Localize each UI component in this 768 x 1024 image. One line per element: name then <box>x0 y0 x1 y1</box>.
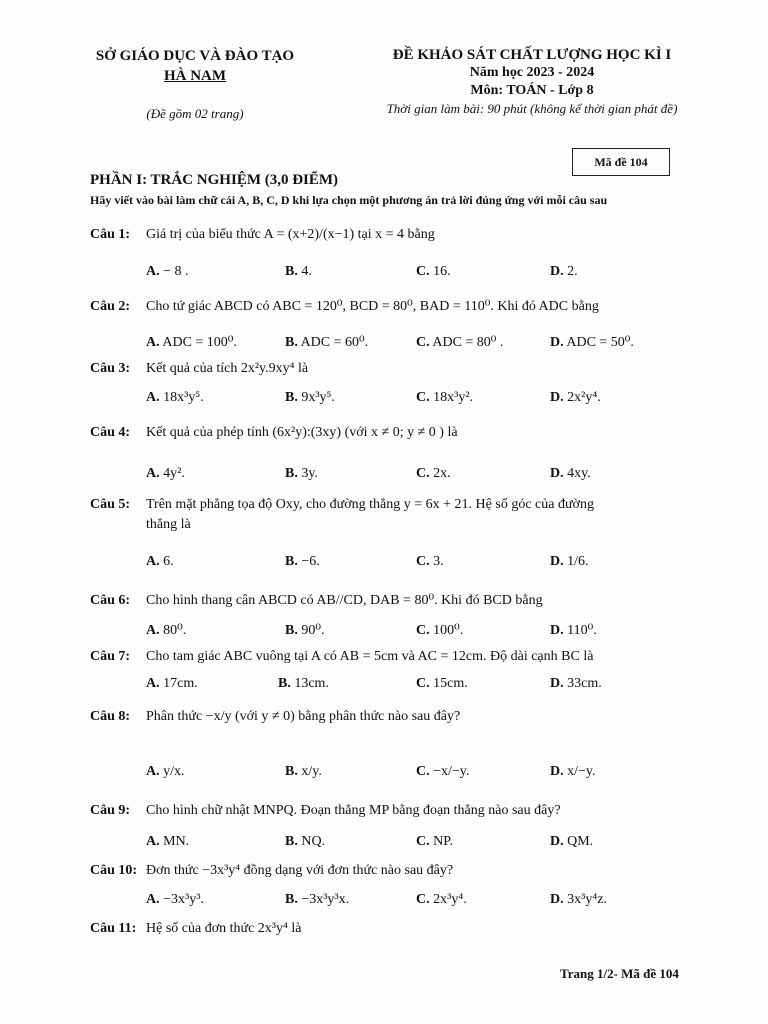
question-1 <box>90 226 435 244</box>
question-number: Câu 6: <box>90 593 131 608</box>
answer-10a: A. −3x³y³. <box>146 892 204 907</box>
answer-4c: C. 2x. <box>416 466 451 481</box>
exam-code-box: Mã đề 104 <box>572 148 670 176</box>
header-right <box>352 46 712 118</box>
question-number: Câu 4: <box>90 425 131 440</box>
school-year: Năm học 2023 - 2024 <box>469 65 595 80</box>
answer-9b: B. NQ. <box>285 834 326 849</box>
answer-3d: D. 2x²y⁴. <box>550 390 601 405</box>
question-6 <box>90 592 543 610</box>
answer-1a: A. − 8 . <box>146 264 189 279</box>
answer-6a: A. 80⁰. <box>146 623 187 638</box>
answer-9d: D. QM. <box>550 834 594 849</box>
answer-8c: C. −x/−y. <box>416 764 470 779</box>
time-note: Thời gian làm bài: 90 phút (không kể thời gian phát đề) <box>386 101 678 116</box>
subject-line: Môn: TOÁN - Lớp 8 <box>470 83 594 98</box>
exam-title: ĐỀ KHẢO SÁT CHẤT LƯỢNG HỌC KÌ I <box>392 47 672 63</box>
question-text: Kết quả của phép tính (6x²y):(3xy) (với x ≠ 0; y ≠ 0 ) là <box>146 425 458 440</box>
answer-9c: C. NP. <box>416 834 453 849</box>
answer-2b: B. ADC = 60⁰. <box>285 335 369 350</box>
question-7 <box>90 648 593 666</box>
answer-1d: D. 2. <box>550 264 578 279</box>
answer-8a: A. y/x. <box>146 764 185 779</box>
answer-4a: A. 4y². <box>146 466 185 481</box>
question-9 <box>90 802 561 820</box>
province-name: HÀ NAM <box>163 68 227 84</box>
question-number: Câu 3: <box>90 361 131 376</box>
question-number: Câu 10: <box>90 863 138 878</box>
answer-8b: B. x/y. <box>285 764 322 779</box>
question-number: Câu 1: <box>90 227 131 242</box>
question-text: Cho hình chữ nhật MNPQ. Đoạn thẳng MP bằng đoạn thẳng nào sau đây? <box>146 803 561 818</box>
answer-7a: A. 17cm. <box>146 676 198 691</box>
answer-5d: D. 1/6. <box>550 554 589 569</box>
question-text: Giá trị của biểu thức A = (x+2)/(x−1) tại x = 4 bằng <box>146 227 435 242</box>
question-number: Câu 5: <box>90 497 131 512</box>
answer-7c: C. 15cm. <box>416 676 468 691</box>
answer-5c: C. 3. <box>416 554 444 569</box>
question-2 <box>90 298 599 316</box>
answer-6d: D. 110⁰. <box>550 623 597 638</box>
answer-1b: B. 4. <box>285 264 312 279</box>
answer-2a: A. ADC = 100⁰. <box>146 335 237 350</box>
answer-10c: C. 2x³y⁴. <box>416 892 467 907</box>
question-text: Kết quả của tích 2x²y.9xy⁴ là <box>146 361 309 376</box>
answer-1c: C. 16. <box>416 264 451 279</box>
header-left <box>80 46 310 124</box>
answer-3b: B. 9x³y⁵. <box>285 390 335 405</box>
answer-5a: A. 6. <box>146 554 174 569</box>
question-11 <box>90 920 301 938</box>
question-3 <box>90 360 308 378</box>
question-number: Câu 8: <box>90 709 131 724</box>
question-number: Câu 11: <box>90 921 137 936</box>
question-text: Đơn thức −3x³y⁴ đồng dạng với đơn thức nào sau đây? <box>146 863 454 878</box>
answer-7b: B. 13cm. <box>278 676 329 691</box>
answer-6b: B. 90⁰. <box>285 623 325 638</box>
answer-4b: B. 3y. <box>285 466 318 481</box>
question-5 <box>90 496 594 514</box>
department-name: SỞ GIÁO DỤC VÀ ĐÀO TẠO <box>95 48 295 64</box>
question-text: Cho tam giác ABC vuông tại A có AB = 5cm và AC = 12cm. Độ dài cạnh BC là <box>146 649 594 664</box>
question-text: Trên mặt phẳng tọa độ Oxy, cho đường thẳng y = 6x + 21. Hệ số góc của đường <box>146 497 594 512</box>
answer-7d: D. 33cm. <box>550 676 602 691</box>
question-text: Cho tứ giác ABCD có ABC = 120⁰, BCD = 80⁰, BAD = 110⁰. Khi đó ADC bằng <box>146 299 599 314</box>
answer-9a: A. MN. <box>146 834 190 849</box>
answer-3c: C. 18x³y². <box>416 390 474 405</box>
answer-6c: C. 100⁰. <box>416 623 464 638</box>
answer-2c: C. ADC = 80⁰ . <box>416 335 504 350</box>
question-number: Câu 2: <box>90 299 131 314</box>
pages-note: (Đề gồm 02 trang) <box>146 106 244 121</box>
section-title: PHẦN I: TRẮC NGHIỆM (3,0 ĐIỂM) <box>90 172 339 188</box>
question-5-cont: thẳng là <box>146 517 191 532</box>
answer-2d: D. ADC = 50⁰. <box>550 335 634 350</box>
answer-5b: B. −6. <box>285 554 320 569</box>
question-text: Cho hình thang cân ABCD có AB//CD, DAB = 80⁰. Khi đó BCD bằng <box>146 593 543 608</box>
question-4 <box>90 424 458 442</box>
answer-8d: D. x/−y. <box>550 764 596 779</box>
question-text: Hệ số của đơn thức 2x³y⁴ là <box>146 921 302 936</box>
question-number: Câu 9: <box>90 803 131 818</box>
answer-10d: D. 3x³y⁴z. <box>550 892 607 907</box>
question-8 <box>90 708 460 726</box>
answer-4d: D. 4xy. <box>550 466 591 481</box>
answer-10b: B. −3x³y³x. <box>285 892 350 907</box>
question-number: Câu 7: <box>90 649 131 664</box>
section-instruction: Hãy viết vào bài làm chữ cái A, B, C, D khi lựa chọn một phương án trả lời đúng ứng với mỗi câu sau <box>90 193 608 207</box>
question-text: Phân thức −x/y (với y ≠ 0) bằng phân thức nào sau đây? <box>146 709 461 724</box>
answer-3a: A. 18x³y⁵. <box>146 390 204 405</box>
page-footer: Trang 1/2- Mã đề 104 <box>560 966 679 981</box>
question-10 <box>90 862 453 880</box>
